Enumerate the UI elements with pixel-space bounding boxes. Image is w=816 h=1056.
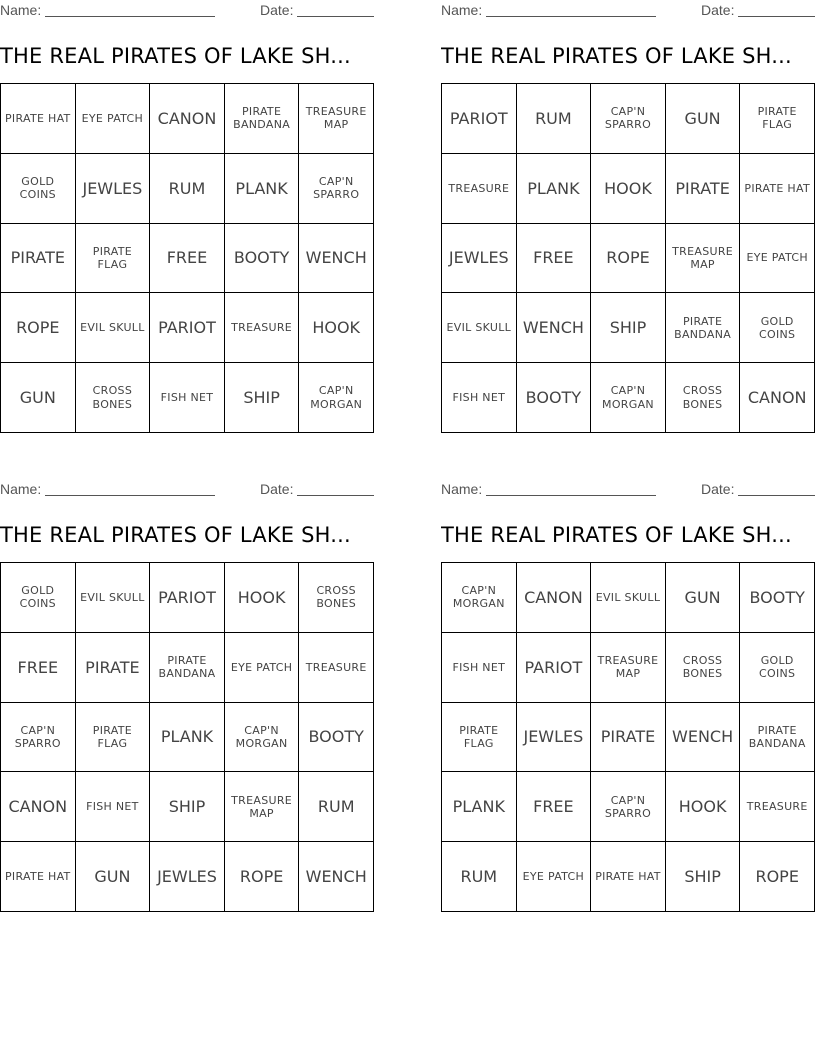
bingo-cell: PIRATE [76, 633, 151, 703]
bingo-cell: WENCH [666, 703, 741, 773]
bingo-cell: PIRATE BANDANA [666, 293, 741, 363]
bingo-cell: FREE [517, 224, 592, 294]
date-blank-line [738, 481, 815, 496]
date-blank-line [297, 481, 374, 496]
bingo-cell: CAP'N MORGAN [591, 363, 666, 433]
bingo-cell: TREASURE MAP [666, 224, 741, 294]
bingo-cell: TREASURE MAP [299, 84, 374, 154]
bingo-cell: PIRATE [666, 154, 741, 224]
bingo-cell: ROPE [225, 842, 300, 912]
bingo-cell: TREASURE MAP [591, 633, 666, 703]
bingo-cell: EYE PATCH [225, 633, 300, 703]
bingo-cell: CAP'N SPARRO [591, 84, 666, 154]
bingo-cell: EVIL SKULL [442, 293, 517, 363]
bingo-cell: CAP'N SPARRO [591, 772, 666, 842]
bingo-cell: WENCH [299, 842, 374, 912]
name-field [441, 2, 656, 18]
date-label: Date: [260, 2, 294, 18]
bingo-cell: BOOTY [299, 703, 374, 773]
name-field [0, 2, 215, 18]
bingo-cell: JEWLES [150, 842, 225, 912]
date-field [701, 481, 815, 497]
date-field [260, 481, 374, 497]
card-title: THE REAL PIRATES OF LAKE SH... [0, 44, 351, 68]
bingo-cell: TREASURE [442, 154, 517, 224]
bingo-grid [441, 562, 815, 912]
bingo-cell: CROSS BONES [666, 633, 741, 703]
bingo-cell: HOOK [591, 154, 666, 224]
bingo-cell: FREE [517, 772, 592, 842]
bingo-cell: PLANK [150, 703, 225, 773]
date-blank-line [738, 2, 815, 17]
bingo-cell: GOLD COINS [740, 633, 815, 703]
bingo-cell: PIRATE HAT [1, 84, 76, 154]
bingo-cell: CANON [1, 772, 76, 842]
bingo-cell: PIRATE BANDANA [225, 84, 300, 154]
bingo-cell: BOOTY [517, 363, 592, 433]
bingo-cell: PIRATE BANDANA [150, 633, 225, 703]
bingo-cell: CROSS BONES [299, 563, 374, 633]
bingo-cell: JEWLES [76, 154, 151, 224]
bingo-cell: RUM [442, 842, 517, 912]
bingo-cell: HOOK [299, 293, 374, 363]
bingo-cell: ROPE [740, 842, 815, 912]
name-blank-line [45, 2, 215, 17]
bingo-cell: SHIP [225, 363, 300, 433]
bingo-cell: EVIL SKULL [76, 293, 151, 363]
date-label: Date: [260, 481, 294, 497]
date-blank-line [297, 2, 374, 17]
bingo-cell: HOOK [225, 563, 300, 633]
bingo-cell: GUN [666, 563, 741, 633]
bingo-cell: EYE PATCH [517, 842, 592, 912]
name-label: Name: [0, 2, 42, 18]
bingo-cell: TREASURE [740, 772, 815, 842]
bingo-grid [0, 83, 374, 433]
bingo-cell: FISH NET [442, 633, 517, 703]
bingo-cell: CAP'N SPARRO [1, 703, 76, 773]
bingo-cell: TREASURE MAP [225, 772, 300, 842]
bingo-cell: SHIP [150, 772, 225, 842]
bingo-cell: PARIOT [442, 84, 517, 154]
bingo-cell: WENCH [517, 293, 592, 363]
bingo-cell: TREASURE [299, 633, 374, 703]
bingo-cell: EYE PATCH [740, 224, 815, 294]
bingo-cell: HOOK [666, 772, 741, 842]
bingo-cell: PARIOT [150, 293, 225, 363]
bingo-cell: GUN [666, 84, 741, 154]
name-blank-line [45, 481, 215, 496]
bingo-grid [0, 562, 374, 912]
bingo-cell: PIRATE [591, 703, 666, 773]
bingo-cell: SHIP [591, 293, 666, 363]
bingo-cell: CAP'N MORGAN [225, 703, 300, 773]
bingo-cell: PIRATE FLAG [442, 703, 517, 773]
name-label: Name: [441, 2, 483, 18]
bingo-cell: FISH NET [442, 363, 517, 433]
bingo-cell: BOOTY [225, 224, 300, 294]
bingo-cell: PIRATE HAT [1, 842, 76, 912]
bingo-cell: RUM [299, 772, 374, 842]
name-field [441, 481, 656, 497]
bingo-cell: TREASURE [225, 293, 300, 363]
bingo-cell: PLANK [225, 154, 300, 224]
bingo-cell: PIRATE HAT [591, 842, 666, 912]
name-blank-line [486, 2, 656, 17]
date-field [260, 2, 374, 18]
bingo-cell: PLANK [517, 154, 592, 224]
bingo-cell: CROSS BONES [666, 363, 741, 433]
bingo-cell: JEWLES [517, 703, 592, 773]
bingo-cell: JEWLES [442, 224, 517, 294]
name-label: Name: [441, 481, 483, 497]
bingo-cell: GOLD COINS [1, 154, 76, 224]
bingo-cell: PARIOT [517, 633, 592, 703]
bingo-cell: GOLD COINS [740, 293, 815, 363]
bingo-cell: GOLD COINS [1, 563, 76, 633]
bingo-cell: CROSS BONES [76, 363, 151, 433]
bingo-cell: FREE [150, 224, 225, 294]
bingo-cell: ROPE [1, 293, 76, 363]
name-field [0, 481, 215, 497]
bingo-cell: FISH NET [76, 772, 151, 842]
bingo-cell: PARIOT [150, 563, 225, 633]
bingo-cell: PIRATE BANDANA [740, 703, 815, 773]
date-field [701, 2, 815, 18]
bingo-cell: CAP'N MORGAN [442, 563, 517, 633]
bingo-cell: ROPE [591, 224, 666, 294]
bingo-cell: CANON [517, 563, 592, 633]
bingo-cell: PIRATE FLAG [740, 84, 815, 154]
bingo-cell: CAP'N MORGAN [299, 363, 374, 433]
bingo-cell: EVIL SKULL [76, 563, 151, 633]
bingo-cell: PIRATE [1, 224, 76, 294]
bingo-cell: FREE [1, 633, 76, 703]
date-label: Date: [701, 481, 735, 497]
bingo-cell: GUN [76, 842, 151, 912]
name-blank-line [486, 481, 656, 496]
bingo-cell: FISH NET [150, 363, 225, 433]
bingo-cell: PIRATE HAT [740, 154, 815, 224]
card-title: THE REAL PIRATES OF LAKE SH... [441, 523, 792, 547]
bingo-cell: EVIL SKULL [591, 563, 666, 633]
bingo-cell: PIRATE FLAG [76, 703, 151, 773]
date-label: Date: [701, 2, 735, 18]
bingo-cell: PIRATE FLAG [76, 224, 151, 294]
bingo-cell: CAP'N SPARRO [299, 154, 374, 224]
bingo-cell: WENCH [299, 224, 374, 294]
bingo-cell: GUN [1, 363, 76, 433]
bingo-cell: RUM [150, 154, 225, 224]
bingo-cell: CANON [740, 363, 815, 433]
bingo-cell: SHIP [666, 842, 741, 912]
bingo-cell: CANON [150, 84, 225, 154]
bingo-cell: EYE PATCH [76, 84, 151, 154]
card-title: THE REAL PIRATES OF LAKE SH... [0, 523, 351, 547]
card-title: THE REAL PIRATES OF LAKE SH... [441, 44, 792, 68]
bingo-cell: PLANK [442, 772, 517, 842]
bingo-grid [441, 83, 815, 433]
bingo-cell: RUM [517, 84, 592, 154]
name-label: Name: [0, 481, 42, 497]
bingo-cell: BOOTY [740, 563, 815, 633]
